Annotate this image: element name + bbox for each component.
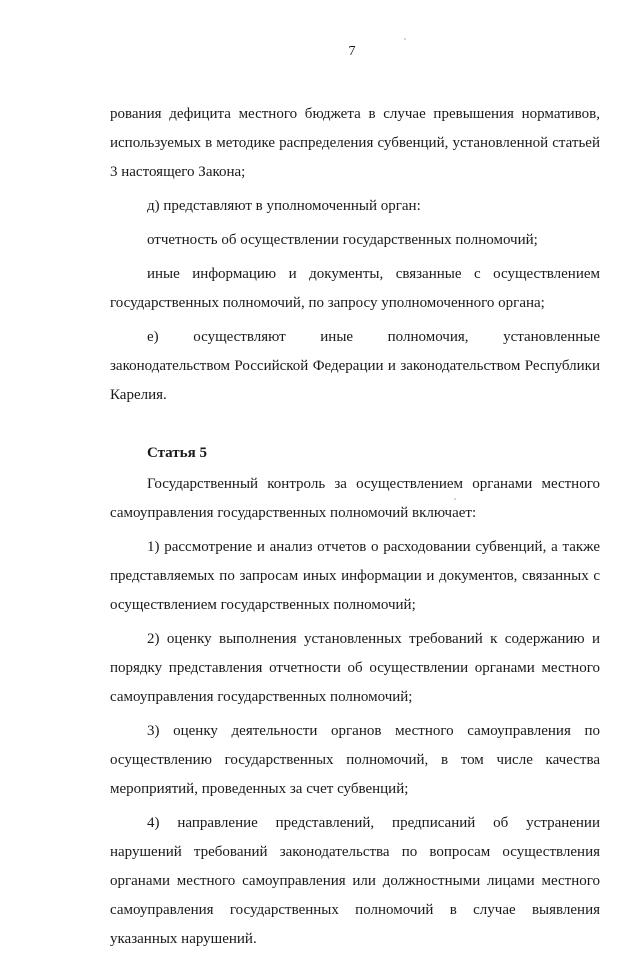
paragraph-continuation: рования дефицита местного бюджета в случае превышения нормативов, используемых в методике распределения субвенций, установленной статьей 3 настоящего Закона; xyxy=(110,106,600,180)
article-title: Статья 5 xyxy=(147,445,207,461)
paragraph-other-info: иные информацию и документы, связанные с осуществлением государственных полномочий, по запросу уполномоченного органа; xyxy=(110,266,600,311)
article-item-1: 1) рассмотрение и анализ отчетов о расходовании субвенций, а также представляемых по запросам иных информации и документов, связанных с осуществлением государственных полномочий; xyxy=(110,539,600,613)
document-body xyxy=(110,100,600,959)
paragraph-item-d: д) представляют в уполномоченный орган: xyxy=(147,198,421,214)
article-item-3: 3) оценку деятельности органов местного самоуправления по осуществлению государственных полномочий, в том числе качества мероприятий, проведенных за счет субвенций; xyxy=(110,723,600,797)
article-item-2: 2) оценку выполнения установленных требований к содержанию и порядку представления отчетности об осуществлении органами местного самоуправления государственных полномочий; xyxy=(110,631,600,705)
page-number: 7 xyxy=(348,44,356,59)
paragraph-reporting: отчетность об осуществлении государственных полномочий; xyxy=(147,232,538,248)
article-item-4: 4) направление представлений, предписаний об устранении нарушений требований законодательства по вопросам осуществления органами местного самоуправления или должностными лицами местного самоуправления государственных полномочий в случае выявления указанных нарушений. xyxy=(110,815,600,947)
scan-speck xyxy=(404,38,406,40)
paragraph-item-e: е) осуществляют иные полномочия, установленные законодательством Российской Федерации и законодательством Республики Карелия. xyxy=(110,329,600,403)
article-intro: Государственный контроль за осуществлением органами местного самоуправления государственных полномочий включает: xyxy=(110,476,600,521)
